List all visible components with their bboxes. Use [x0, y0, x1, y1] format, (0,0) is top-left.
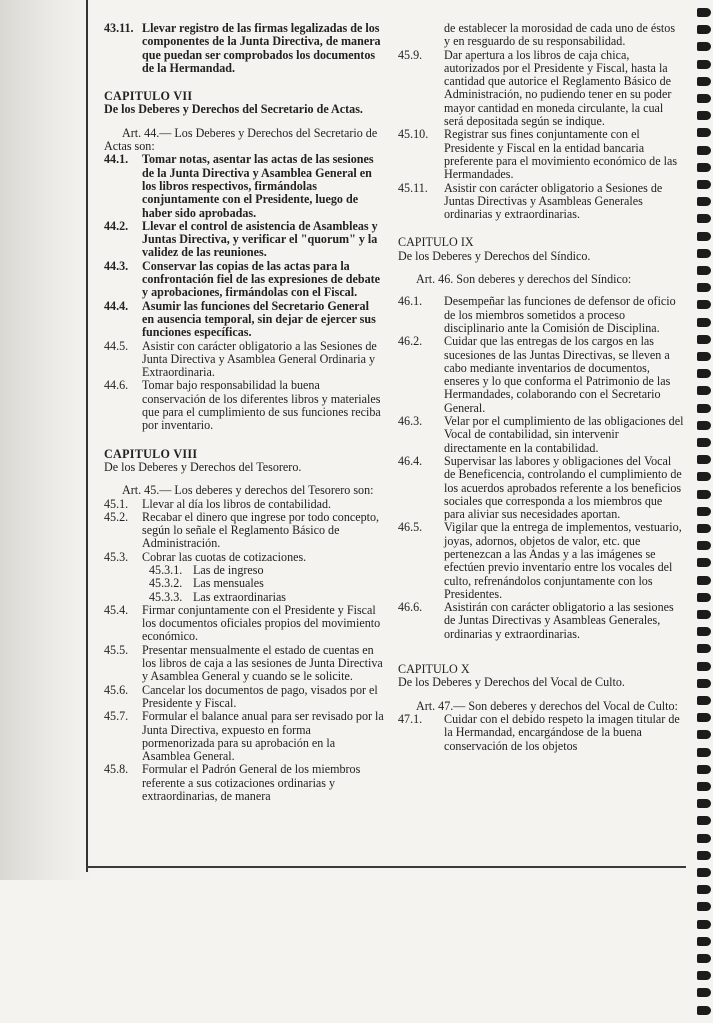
item-text: Cobrar las cuotas de cotizaciones.: [142, 549, 307, 564]
binding-ring: [697, 77, 711, 86]
item-text: Asistir con carácter obligatorio a las Sesiones de Junta Directiva y Asamblea General Ordinaria y Extraordinaria.: [142, 338, 377, 380]
binding-ring: [697, 404, 711, 413]
item-text: Asistir con carácter obligatorio a Sesiones de Juntas Directivas y Asambleas Generales ordinarias y extraordinarias.: [444, 180, 663, 222]
item-46-2: [398, 335, 684, 415]
item-text: de establecer la morosidad de cada uno de éstos y en resguardo de su responsabilidad.: [444, 21, 676, 49]
item-number: 45.3.: [104, 549, 129, 564]
chapter-title: CAPITULO IX: [398, 235, 474, 250]
item-text: Supervisar las labores y obligaciones del Vocal de Beneficencia, controlando el cumplimiento de los acuerdos aprobados referente a los beneficios sociales que corresponda a los miembros que para aliviar sus necesidades aportan.: [444, 453, 682, 522]
article-44: Art. 44.— Los Deberes y Derechos del Secretario de Actas son:: [104, 125, 378, 154]
binding-ring: [697, 696, 711, 705]
binding-ring: [697, 283, 711, 292]
item-number: 45.6.: [104, 682, 129, 697]
binding-ring: [697, 954, 711, 963]
item-number: 47.1.: [398, 711, 423, 726]
item-text: Formular el balance anual para ser revisado por la Junta Directiva, expuesto en forma pormenorizada para su aprobación en la Asamblea General.: [142, 709, 384, 764]
article-45: Art. 45.— Los deberes y derechos del Tesorero son:: [122, 483, 374, 498]
article-44-items: [104, 153, 384, 432]
binding-ring: [697, 713, 711, 722]
chapter-subtitle: De los Deberes y Derechos del Secretario de Actas.: [104, 102, 363, 117]
binding-ring: [697, 490, 711, 499]
binding-ring: [697, 971, 711, 980]
chapter-title: CAPITULO VII: [104, 89, 193, 104]
item-45-1: [104, 498, 384, 511]
binding-ring: [697, 748, 711, 757]
item-46-5: [398, 521, 684, 601]
item-number: 45.3.2.: [149, 576, 183, 591]
item-number: 44.5.: [104, 338, 129, 353]
binding-ring: [697, 60, 711, 69]
chapter-8-heading: [104, 448, 384, 475]
item-text: Recabar el dinero que ingrese por todo concepto, según lo señale el Reglamento Básico de Administración.: [142, 509, 380, 551]
item-44-3: [104, 260, 384, 300]
binding-ring: [697, 249, 711, 258]
item-45-8-continuation: [398, 22, 684, 49]
binding-ring: [697, 266, 711, 275]
item-text: Firmar conjuntamente con el Presidente y Fiscal los documentos oficiales propios del movimiento económico.: [142, 602, 381, 644]
article-47: Art. 47.— Son deberes y derechos del Vocal de Culto:: [416, 698, 678, 713]
item-43-11: [104, 22, 384, 75]
article-46-items: [398, 295, 684, 641]
item-45-6: [104, 684, 384, 711]
binding-ring: [697, 679, 711, 688]
item-46-4: [398, 455, 684, 521]
item-45-2: [104, 511, 384, 551]
binding-ring: [697, 472, 711, 481]
binding-ring: [697, 8, 711, 17]
item-text: Cuidar con el debido respeto la imagen titular de la Hermandad, encargándose de la buena conservación de los objetos: [444, 711, 680, 753]
page-left-shadow: [0, 0, 92, 880]
binding-ring: [697, 146, 711, 155]
item-45-9: [398, 49, 684, 129]
chapter-10-heading: [398, 663, 684, 690]
item-number: 46.6.: [398, 600, 423, 615]
binding-ring: [697, 920, 711, 929]
item-number: 45.1.: [104, 496, 129, 511]
item-46-6: [398, 601, 684, 641]
item-47-1: [398, 713, 684, 753]
binding-ring: [697, 42, 711, 51]
binding-ring: [697, 507, 711, 516]
item-text: Conservar las copias de las actas para la confrontación fiel de las expresiones de debate y aprobaciones, firmándolas con el Fiscal.: [142, 258, 381, 300]
item-number: 45.8.: [104, 762, 129, 777]
item-44-5: [104, 340, 384, 380]
item-45-3: [104, 551, 384, 564]
binding-ring: [697, 455, 711, 464]
item-text: Llevar el control de asistencia de Asambleas y Juntas Directiva, y verificar el "quorum" y la validez de las reuniones.: [142, 218, 378, 260]
binding-ring: [697, 816, 711, 825]
item-number: 45.9.: [398, 47, 423, 62]
chapter-subtitle: De los Deberes y Derechos del Síndico.: [398, 248, 591, 263]
item-text: Cuidar que las entregas de los cargos en las sucesiones de las Juntas Directivas, se lleven a cabo mediante inventarios de documentos, enseres y lo que conforma el Patrimonio de las Hermandades, colaborando con el Secretario General.: [444, 334, 671, 415]
article-46: Art. 46. Son deberes y derechos del Síndico:: [416, 272, 632, 287]
item-number: 45.2.: [104, 509, 129, 524]
item-text: Llevar al día los libros de contabilidad.: [142, 496, 332, 511]
item-number: 44.1.: [104, 152, 129, 167]
item-45-5: [104, 644, 384, 684]
binding-ring: [697, 644, 711, 653]
item-number: 46.4.: [398, 453, 423, 468]
binding-ring: [697, 335, 711, 344]
item-45-4: [104, 604, 384, 644]
item-45-7: [104, 710, 384, 763]
item-text: Tomar notas, asentar las actas de las sesiones de la Junta Directiva y Asamblea General en los libros respectivos, firmándolas conjuntamente con el Presidente, luego de haber sido aprobadas.: [142, 152, 374, 220]
binding-ring: [697, 318, 711, 327]
item-46-1: [398, 295, 684, 335]
item-text: Dar apertura a los libros de caja chica, autorizados por el Presidente y Fiscal, hasta la cantidad que autorice el Reglamento Básico de Administración, no pudiendo tener en su poder mayor cantidad en moneda circulante, la cual será depositada según se indique.: [444, 47, 672, 129]
binding-ring: [697, 558, 711, 567]
item-number: 43.11.: [104, 21, 134, 35]
binding-ring: [697, 128, 711, 137]
binding-ring: [697, 885, 711, 894]
binding-ring: [697, 524, 711, 533]
binding-ring: [697, 662, 711, 671]
item-text: Registrar sus fines conjuntamente con el Presidente y Fiscal en la entidad bancaria preferente para el movimiento económico de las Hermandades.: [444, 127, 678, 182]
binding-ring: [697, 834, 711, 843]
binding-ring: [697, 25, 711, 34]
binding-ring: [697, 300, 711, 309]
item-text: Formular el Padrón General de los miembros referente a sus cotizaciones ordinarias y extraordinarias, de manera: [142, 762, 361, 804]
item-text: Vigilar que la entrega de implementos, vestuario, joyas, adornos, objetos de valor, etc. que pertenezcan a las Andas y a las imágenes se efectúen previo inventario entre los vocales del culto, refrenándolos conjuntamente con los Presidentes.: [444, 520, 682, 601]
right-column: [398, 22, 684, 753]
item-number: 44.2.: [104, 218, 129, 233]
item-text: Cancelar los documentos de pago, visados por el Presidente y Fiscal.: [142, 682, 378, 710]
binding-ring: [697, 782, 711, 791]
item-text: Las mensuales: [193, 576, 264, 591]
binding-ring: [697, 627, 711, 636]
binding-ring: [697, 937, 711, 946]
binding-ring: [697, 576, 711, 585]
binding-ring: [697, 868, 711, 877]
binding-ring: [697, 214, 711, 223]
chapter-subtitle: De los Deberes y Derechos del Tesorero.: [104, 459, 302, 474]
subitem-45-3-3: [104, 591, 384, 604]
item-44-4: [104, 300, 384, 340]
item-number: 44.3.: [104, 258, 129, 273]
item-text: Las extraordinarias: [193, 589, 287, 604]
chapter-9-heading: [398, 236, 684, 263]
binding-ring: [697, 541, 711, 550]
item-text: Desempeñar las funciones de defensor de oficio de los miembros sometidos a proceso disciplinario ante la Comisión de Disciplina.: [444, 294, 676, 335]
item-45-11: [398, 182, 684, 222]
item-number: 45.3.3.: [149, 589, 183, 604]
item-number: 46.1.: [398, 294, 423, 309]
item-text: Llevar registro de las firmas legalizadas de los componentes de la Junta Directiva, de manera que puedan ser comprobados los documentos de la Hermandad.: [142, 21, 381, 75]
item-number: 45.5.: [104, 642, 129, 657]
item-text: Presentar mensualmente el estado de cuentas en los libros de caja a las sesiones de Junta Directiva y Asamblea General y cuando se le solicite.: [142, 642, 383, 684]
item-indent: [398, 22, 444, 49]
chapter-7-heading: [104, 90, 384, 117]
binding-ring: [697, 352, 711, 361]
binding-ring: [697, 163, 711, 172]
chapter-title: CAPITULO X: [398, 662, 470, 677]
binding-ring: [697, 851, 711, 860]
item-44-2: [104, 220, 384, 260]
binding-ring: [697, 369, 711, 378]
binding-ring: [697, 593, 711, 602]
item-text: Las de ingreso: [193, 562, 264, 577]
item-text: Velar por el cumplimiento de las obligaciones del Vocal de contabilidad, sin intervenir directamente en la contabilidad.: [444, 414, 684, 455]
binding-ring: [697, 1006, 711, 1015]
item-45-10: [398, 128, 684, 181]
article-45-items: [104, 498, 384, 804]
item-number: 46.3.: [398, 414, 423, 429]
item-number: 44.6.: [104, 378, 129, 393]
item-number: 46.2.: [398, 334, 423, 349]
spiral-binding: [691, 0, 713, 1023]
item-number: 45.10.: [398, 127, 429, 142]
chapter-title: CAPITULO VIII: [104, 446, 198, 461]
item-text: Asistirán con carácter obligatorio a las sesiones de Juntas Directivas y Asambleas Generales, ordinarias y extraordinarias.: [444, 600, 674, 641]
binding-ring: [697, 610, 711, 619]
item-number: 45.3.1.: [149, 562, 183, 577]
margin-rule: [86, 0, 88, 872]
chapter-subtitle: De los Deberes y Derechos del Vocal de Culto.: [398, 675, 625, 690]
binding-ring: [697, 111, 711, 120]
item-number: 45.11.: [398, 180, 428, 195]
item-44-1: [104, 153, 384, 219]
binding-ring: [697, 197, 711, 206]
item-number: 45.7.: [104, 709, 129, 724]
binding-ring: [697, 94, 711, 103]
binding-ring: [697, 902, 711, 911]
bottom-rule: [86, 866, 686, 868]
subitem-45-3-2: [104, 577, 384, 590]
item-44-6: [104, 379, 384, 432]
item-text: Tomar bajo responsabilidad la buena conservación de los diferentes libros y materiales que para el cumplimiento de sus funciones reciba por inventario.: [142, 378, 381, 433]
binding-ring: [697, 799, 711, 808]
subitem-45-3-1: [104, 564, 384, 577]
left-column: [104, 22, 384, 803]
item-number: 44.4.: [104, 298, 129, 313]
item-text: Asumir las funciones del Secretario General en ausencia temporal, sin dejar de ejercer sus funciones específicas.: [142, 298, 376, 340]
binding-ring: [697, 988, 711, 997]
binding-ring: [697, 730, 711, 739]
binding-ring: [697, 386, 711, 395]
binding-ring: [697, 232, 711, 241]
item-46-3: [398, 415, 684, 455]
item-number: 45.4.: [104, 602, 129, 617]
binding-ring: [697, 438, 711, 447]
item-45-8: [104, 763, 384, 803]
binding-ring: [697, 765, 711, 774]
binding-ring: [697, 421, 711, 430]
item-number: 46.5.: [398, 520, 423, 535]
binding-ring: [697, 180, 711, 189]
